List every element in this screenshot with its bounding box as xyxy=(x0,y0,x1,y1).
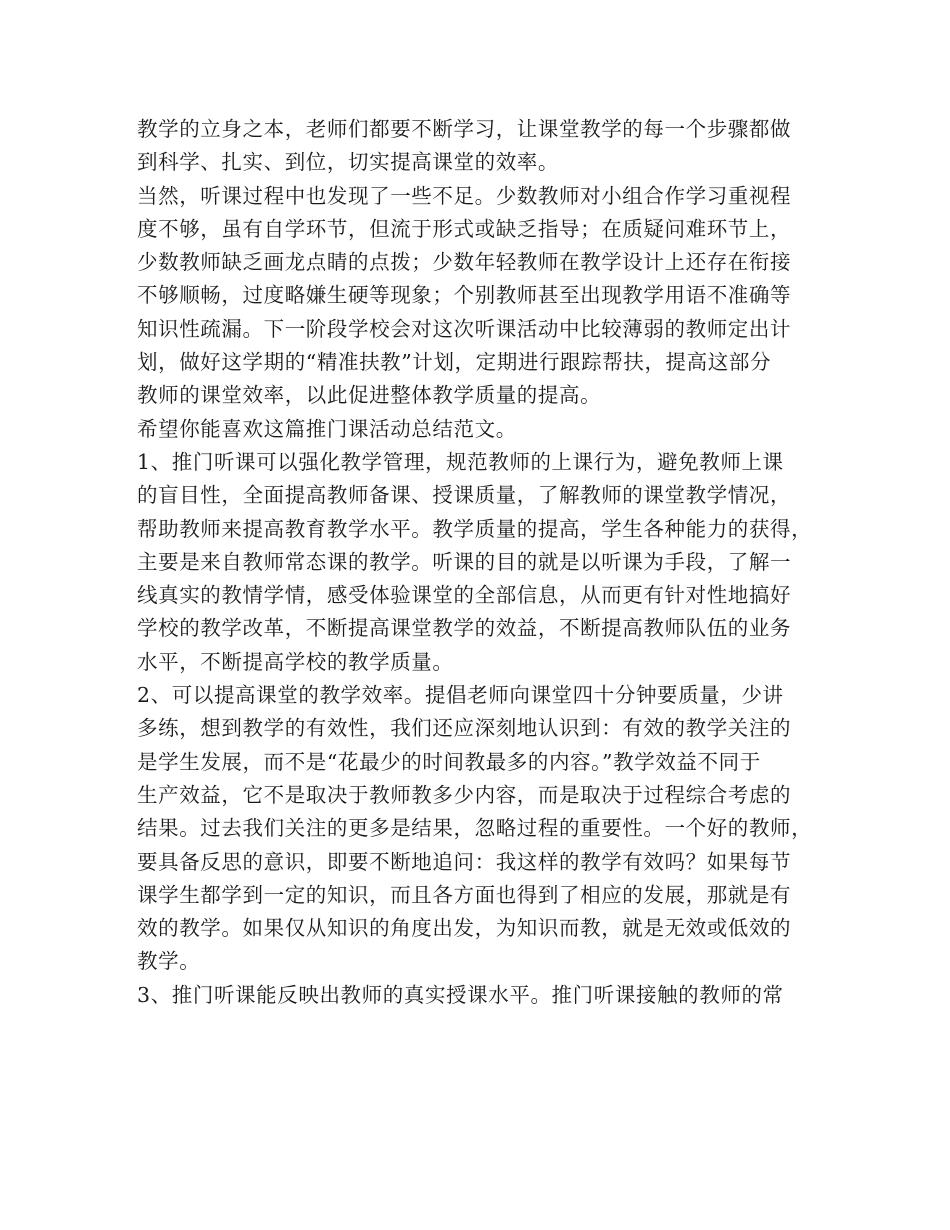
text-line: 划，做好这学期的“精准扶教”计划，定期进行跟踪帮扶，提高这部分 xyxy=(137,350,772,375)
text-line: 2、可以提高课堂的教学效率。提倡老师向课堂四十分钟要质量，少讲 xyxy=(137,683,784,708)
text-line: 度不够，虽有自学环节，但流于形式或缺乏指导；在质疑问难环节上， xyxy=(137,216,792,241)
text-line: 主要是来自教师常态课的教学。听课的目的就是以听课为手段，了解一 xyxy=(137,549,792,574)
text-line: 结果。过去我们关注的更多是结果，忽略过程的重要性。一个好的教师， xyxy=(137,816,813,841)
text-line: 3、推门听课能反映出教师的真实授课水平。推门听课接触的教师的常 xyxy=(137,982,784,1007)
text-line: 少数教师缺乏画龙点睛的点拨；少数年轻教师在教学设计上还存在衔接 xyxy=(137,250,792,275)
text-line: 学校的教学改革，不断提高课堂教学的效益，不断提高教师队伍的业务 xyxy=(137,616,792,641)
text-line: 教学。 xyxy=(137,949,201,974)
text-line: 希望你能喜欢这篇推门课活动总结范文。 xyxy=(137,416,517,441)
text-line: 是学生发展，而不是“花最少的时间教最多的内容。”教学效益不同于 xyxy=(137,749,761,774)
text-line: 教师的课堂效率，以此促进整体教学质量的提高。 xyxy=(137,383,602,408)
text-line: 帮助教师来提高教育教学水平。教学质量的提高，学生各种能力的获得， xyxy=(137,516,813,541)
text-line: 教学的立身之本，老师们都要不断学习，让课堂教学的每一个步骤都做 xyxy=(137,117,792,141)
text-line: 知识性疏漏。下一阶段学校会对这次听课活动中比较薄弱的教师定出计 xyxy=(137,316,792,341)
text-line: 不够顺畅，过度略嫌生硬等现象；个别教师甚至出现教学用语不准确等 xyxy=(137,283,792,308)
text-line: 课学生都学到一定的知识，而且各方面也得到了相应的发展，那就是有 xyxy=(137,882,792,907)
text-line: 要具备反思的意识，即要不断地追问：我这样的教学有效吗？如果每节 xyxy=(137,849,792,874)
text-line: 1、推门听课可以强化教学管理，规范教师的上课行为，避免教师上课 xyxy=(137,449,784,474)
text-line: 当然，听课过程中也发现了一些不足。少数教师对小组合作学习重视程 xyxy=(137,183,792,208)
text-line: 生产效益，它不是取决于教师教多少内容，而是取决于过程综合考虑的 xyxy=(137,782,792,807)
text-line: 多练，想到教学的有效性，我们还应深刻地认识到：有效的教学关注的 xyxy=(137,716,792,741)
text-line: 效的教学。如果仅从知识的角度出发，为知识而教，就是无效或低效的 xyxy=(137,916,792,941)
text-line: 水平，不断提高学校的教学质量。 xyxy=(137,649,454,674)
text-line: 到科学、扎实、到位，切实提高课堂的效率。 xyxy=(137,150,559,175)
body-text xyxy=(137,113,827,1012)
text-line: 线真实的教情学情，感受体验课堂的全部信息，从而更有针对性地搞好 xyxy=(137,583,792,608)
text-line: 的盲目性，全面提高教师备课、授课质量，了解教师的课堂教学情况， xyxy=(137,483,792,508)
